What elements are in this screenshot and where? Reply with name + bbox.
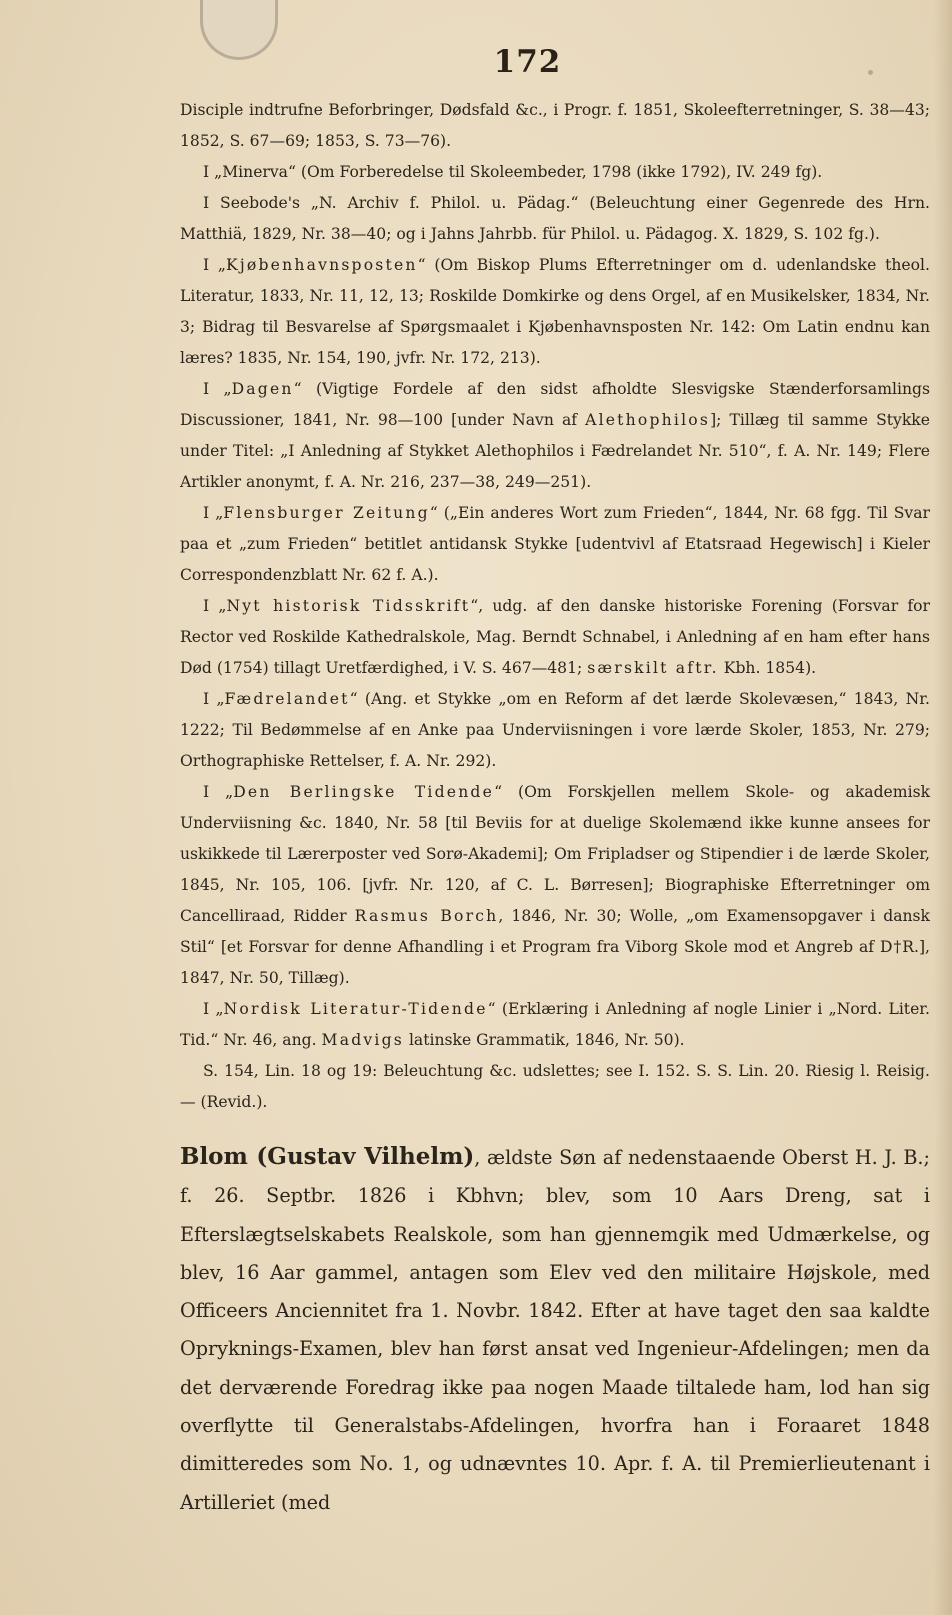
bibliography-entry: [180, 591, 930, 684]
biography-text: , ældste Søn af nedenstaaende Oberst H. J. B.; f. 26. Septbr. 1826 i Kbhvn; blev, som 10 Aars Dreng, sat i Efterslægtselskabets Realskole, som han gjennemgik med Udmærkelse, og blev, 16 Aar gammel, antagen som Elev ved den militaire Højskole, med Officeers Anciennitet fra 1. Novbr. 1842. Efter at have taget den saa kaldte Opryknings-Examen, blev han først ansat ved Ingenieur-Afdelingen; men da det derværende Foredrag ikke paa nogen Maade tiltalede ham, lod han sig overflytte til Generalstabs-Afdelingen, hvorfra han i Foraaret 1848 dimitteredes som No. 1, og udnævntes 10. Apr. f. A. til Premierlieutenant i Artilleriet (med: [180, 1146, 930, 1514]
entry-text: ]; Tillæg til samme Stykke under Titel: „I Anledning af Stykket Alethophilos i Fædrelandet Nr. 510“, f. A. Nr. 149; Flere Artikler anonymt, f. A. Nr. 216, 237—38, 249—251).: [180, 411, 930, 491]
entry-text: “ (Om Biskop Plums Efterretninger om d. udenlandske theol. Literatur, 1833, Nr. 11, 12, 13; Roskilde Domkirke og dens Orgel, af en Musikelsker, 1834, Nr. 3; Bidrag til Besvarelse af Spørgsmaalet i Kjøbenhavnsposten Nr. 142: Om Latin endnu kan læres? 1835, Nr. 154, 190, jvfr. Nr. 172, 213).: [180, 256, 930, 367]
bibliography-entry: [180, 95, 930, 157]
spaced-title: Madvigs: [321, 1031, 404, 1049]
entry-text: I „: [203, 597, 227, 615]
spaced-title: Dagen: [231, 380, 294, 398]
entry-text: , 1846, Nr. 30; Wolle, „om Examensopgaver i dansk Stil“ [et Forsvar for denne Afhandling i et Program fra Viborg Skole mod et Angreb af D†R.], 1847, Nr. 50, Tillæg).: [180, 907, 931, 987]
spaced-title: Rasmus Borch: [354, 907, 499, 925]
entry-text: Kbh. 1854).: [718, 659, 817, 677]
spaced-title: Alethophilos: [585, 411, 711, 429]
biography-entry: [180, 1138, 930, 1522]
bibliography-entry: [180, 1056, 930, 1118]
binding-shadow: [934, 0, 952, 1615]
spaced-title: Nyt historisk Tidsskrift: [226, 597, 471, 615]
entry-text: “, udg. af den danske historiske Forening (Forsvar for Rector ved Roskilde Kathedralskole, Mag. Berndt Schnabel, i Anledning af en ham efter hans Død (1754) tillagt Uretfærdighed, i V. S. 467—481;: [180, 597, 930, 677]
spaced-title: Fædrelandet: [224, 690, 350, 708]
entry-text: latinske Grammatik, 1846, Nr. 50).: [403, 1031, 685, 1049]
bibliography-entry: [180, 777, 930, 994]
entry-text: Disciple indtrufne Beforbringer, Dødsfald &c., i Progr. f. 1851, Skoleefterretninger, S. 38—43; 1852, S. 67—69; 1853, S. 73—76).: [180, 101, 930, 150]
entry-text: “ (Erklæring i Anledning af nogle Linier i „Nord. Liter. Tid.“ Nr. 46, ang.: [180, 1000, 930, 1049]
entry-text: I Seebode's „N. Archiv f. Philol. u. Pädag.“ (Beleuchtung einer Gegenrede des Hrn. Matthiä, 1829, Nr. 38—40; og i Jahns Jahrbb. für Philol. u. Pädagog. X. 1829, S. 102 fg.).: [180, 194, 930, 243]
page-number: 172: [493, 44, 562, 80]
bibliography-entry: [180, 374, 930, 498]
entry-text: “ (Ang. et Stykke „om en Reform af det lærde Skolevæsen,“ 1843, Nr. 1222; Til Bedømmelse af en Anke paa Underviisningen i vore lærde Skoler, 1853, Nr. 279; Orthographiske Rettelser, f. A. Nr. 292).: [180, 690, 930, 770]
bibliography-entry: [180, 684, 930, 777]
bibliography-entry: [180, 188, 930, 250]
entry-text: “ („Ein anderes Wort zum Frieden“, 1844, Nr. 68 fgg. Til Svar paa et „zum Frieden“ betitlet antidansk Stykke [udentvivl af Etatsraad Hegewisch] i Kieler Correspondenzblatt Nr. 62 f. A.).: [180, 504, 930, 584]
entry-text: I „: [203, 256, 226, 274]
bibliography-entry: [180, 994, 930, 1056]
text-body: [180, 95, 930, 1541]
bibliography-entry: [180, 498, 930, 591]
entry-text: I „: [203, 380, 232, 398]
entry-text: I „: [203, 504, 224, 522]
bibliography-entry: [180, 250, 930, 374]
spaced-title: særskilt aftr.: [587, 659, 719, 677]
spaced-title: Den Berlingske Tidende: [233, 783, 495, 801]
entry-text: “ (Om Forskjellen mellem Skole- og akademisk Underviisning &c. 1840, Nr. 58 [til Beviis for at duelige Skolemænd ikke kunne ansees for uskikkede til Lærerposter ved Sorø-Akademi]; Om Fripladser og Stipendier i de lærde Skoler, 1845, Nr. 105, 106. [jvfr. Nr. 120, af C. L. Børresen]; Biographiske Efterretninger om Cancelliraad, Ridder: [180, 783, 931, 925]
spaced-title: Kjøbenhavnsposten: [226, 256, 418, 274]
entry-text: I „: [203, 783, 234, 801]
entry-text: S. 154, Lin. 18 og 19: Beleuchtung &c. udslettes; see I. 152. S. S. Lin. 20. Riesig l. Reisig. — (Revid.).: [180, 1062, 930, 1111]
biography-name: Blom (Gustav Vilhelm): [180, 1143, 475, 1170]
entry-text: I „: [203, 1000, 224, 1018]
spaced-title: Flensburger Zeitung: [223, 504, 430, 522]
bibliography-entry: [180, 157, 930, 188]
entry-text: “ (Vigtige Fordele af den sidst afholdte Slesvigske Stænderforsamlings Discussioner, 1841, Nr. 98—100 [under Navn af: [180, 380, 930, 429]
entry-text: I „: [203, 690, 225, 708]
spaced-title: Nordisk Literatur-Tidende: [223, 1000, 488, 1018]
entry-text: I „Minerva“ (Om Forberedelse til Skoleembeder, 1798 (ikke 1792), IV. 249 fg).: [203, 163, 823, 181]
